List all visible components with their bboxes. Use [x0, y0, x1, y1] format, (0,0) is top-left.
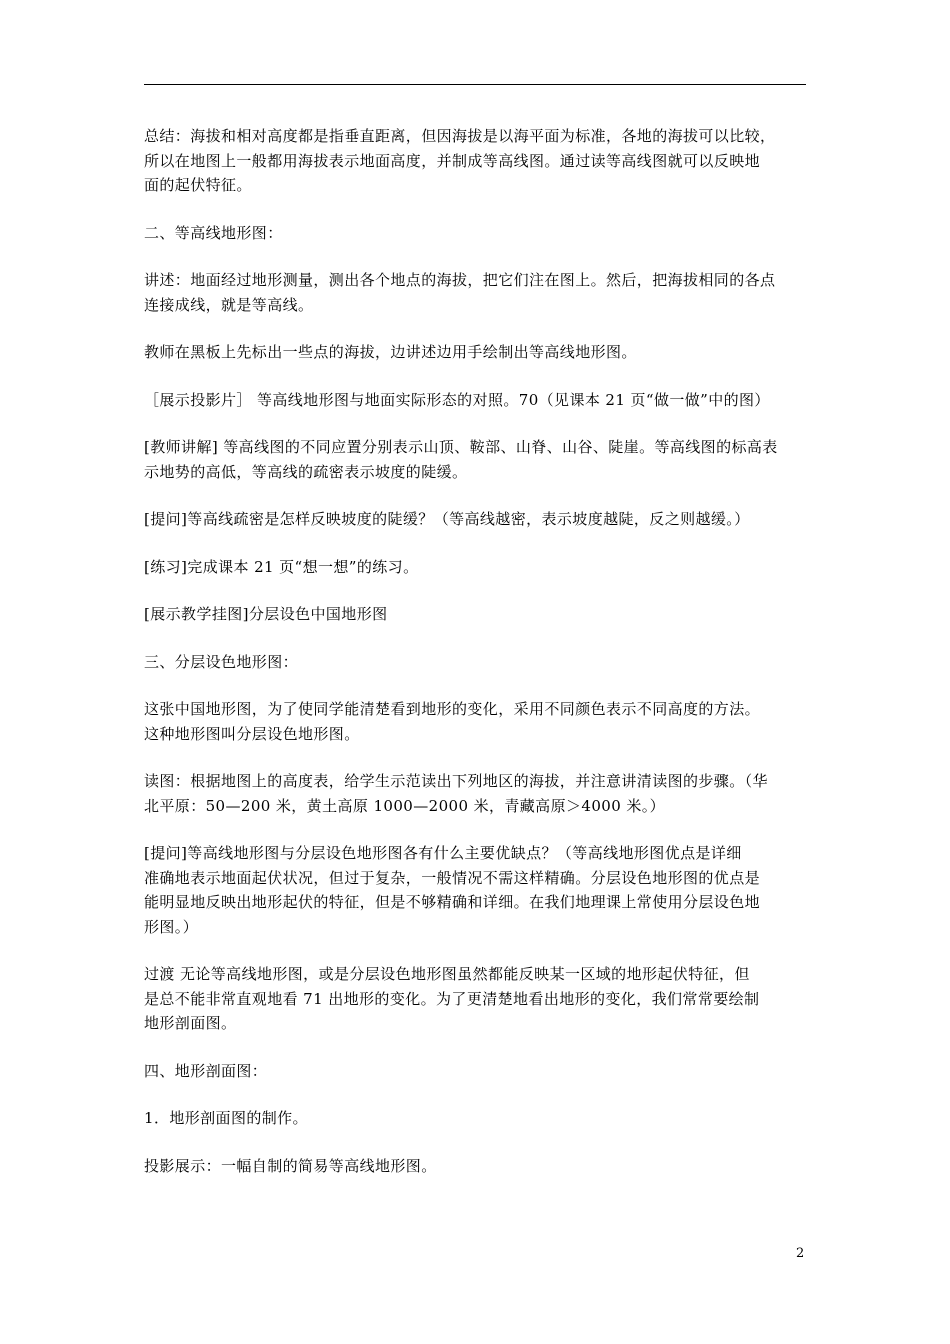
page-number: 2	[796, 1246, 805, 1261]
text-line: 读图：根据地图上的高度表，给学生示范读出下列地区的海拔，并注意讲清读图的步骤。（华	[144, 772, 768, 790]
text-line: 形图。）	[144, 917, 199, 936]
paragraph	[144, 841, 808, 939]
paragraph	[144, 1154, 808, 1179]
text-line: [练习]完成课本 21 页“想一想”的练习。	[144, 557, 419, 576]
text-line: ［展示投影片］ 等高线地形图与地面实际形态的对照。70（见课本 21 页“做一做”中的图）	[144, 390, 770, 409]
paragraph	[144, 124, 808, 198]
text-line: 连接成线，就是等高线。	[144, 295, 314, 314]
text-line: 能明显地反映出地形起伏的特征，但是不够精确和详细。在我们地理课上常使用分层设色地	[144, 893, 761, 911]
text-line: [提问]等高线地形图与分层设色地形图各有什么主要优缺点？（等高线地形图优点是详细	[144, 844, 742, 862]
paragraph	[144, 769, 808, 818]
paragraph	[144, 221, 808, 246]
text-line: 投影展示：一幅自制的简易等高线地形图。	[144, 1156, 437, 1175]
text-line: 三、分层设色地形图：	[144, 652, 299, 671]
paragraph	[144, 962, 808, 1036]
text-line: 过渡 无论等高线地形图，或是分层设色地形图虽然都能反映某一区域的地形起伏特征，但	[144, 965, 750, 983]
text-line: 面的起伏特征。	[144, 176, 252, 194]
text-line: 地形剖面图。	[144, 1014, 237, 1032]
paragraph	[144, 697, 808, 746]
text-line: 准确地表示地面起伏状况，但过于复杂，一般情况不需这样精确。分层设色地形图的优点是	[144, 868, 761, 887]
header-rule	[144, 84, 806, 85]
text-line: 北平原：50—200 米，黄土高原 1000—2000 米，青藏高原＞4000 米。）	[144, 796, 666, 815]
paragraph	[144, 268, 808, 317]
paragraph	[144, 1059, 808, 1084]
text-line: 是总不能非常直观地看 71 出地形的变化。为了更清楚地看出地形的变化，我们常常要绘制	[144, 989, 760, 1008]
text-line: 1．地形剖面图的制作。	[144, 1109, 308, 1127]
text-line: 总结：海拔和相对高度都是指垂直距离，但因海拔是以海平面为标准，各地的海拔可以比较，	[144, 127, 776, 145]
text-line: 这种地形图叫分层设色地形图。	[144, 724, 360, 743]
paragraph	[144, 650, 808, 675]
text-line: 示地势的高低，等高线的疏密表示坡度的陡缓。	[144, 462, 468, 481]
paragraph	[144, 507, 808, 532]
document-body	[144, 124, 808, 1201]
paragraph	[144, 340, 808, 365]
paragraph	[144, 555, 808, 580]
text-line: 教师在黑板上先标出一些点的海拔，边讲述边用手绘制出等高线地形图。	[144, 343, 637, 361]
paragraph	[144, 388, 808, 413]
text-line: 讲述：地面经过地形测量，测出各个地点的海拔，把它们注在图上。然后，把海拔相同的各点	[144, 271, 776, 289]
text-line: [提问]等高线疏密是怎样反映坡度的陡缓？（等高线越密，表示坡度越陡，反之则越缓。）	[144, 510, 750, 528]
text-line: 所以在地图上一般都用海拔表示地面高度，并制成等高线图。通过读等高线图就可以反映地	[144, 151, 761, 170]
text-line: 四、地形剖面图：	[144, 1061, 268, 1080]
text-line: [展示教学挂图]分层设色中国地形图	[144, 605, 388, 623]
paragraph	[144, 602, 808, 627]
paragraph	[144, 1106, 808, 1131]
text-line: 二、等高线地形图：	[144, 223, 283, 242]
text-line: 这张中国地形图，为了使同学能清楚看到地形的变化，采用不同颜色表示不同高度的方法。	[144, 700, 761, 718]
text-line: [教师讲解] 等高线图的不同应置分别表示山顶、鞍部、山脊、山谷、陡崖。等高线图的标高表	[144, 438, 778, 456]
paragraph	[144, 435, 808, 484]
